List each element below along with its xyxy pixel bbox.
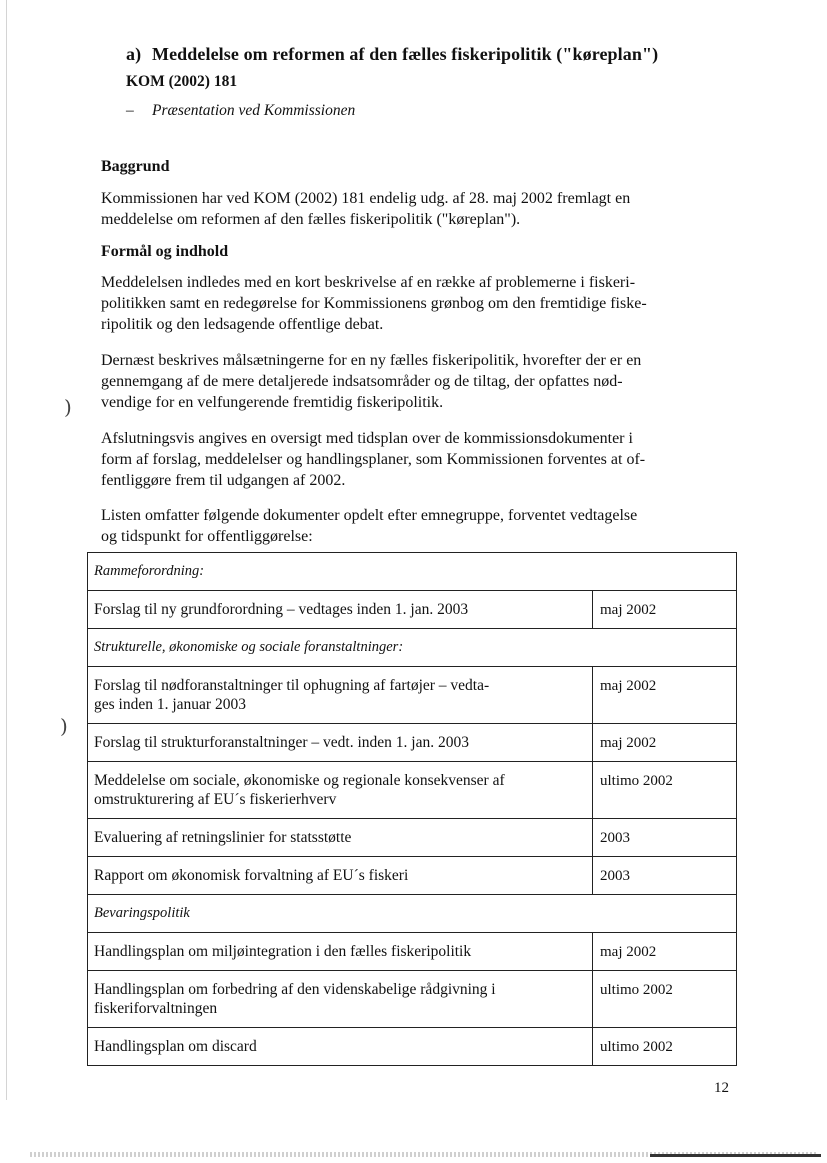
table-row	[88, 819, 737, 857]
paragraph-formaal-2	[101, 350, 741, 413]
text-line: vendige for en velfungerende fremtidig fiskeripolitik.	[101, 394, 444, 411]
document-cell	[88, 724, 593, 762]
document-name: fiskeriforvaltningen	[94, 1000, 218, 1017]
time-cell: 2003	[593, 857, 737, 895]
document-name: ges inden 1. januar 2003	[94, 696, 246, 713]
page-number: 12	[714, 1080, 729, 1096]
document-name: Forslag til ny grundforordning – vedtages inden 1. jan. 2003	[94, 601, 469, 618]
table-row	[88, 762, 737, 819]
text-line: ripolitik og den ledsagende offentlige debat.	[101, 316, 384, 333]
scan-artifact	[650, 1154, 821, 1157]
document-name: Rapport om økonomisk forvaltning af EU´s fiskeri	[94, 867, 409, 884]
table-row	[88, 971, 737, 1028]
time-cell: ultimo 2002	[593, 971, 737, 1028]
time-cell: maj 2002	[593, 591, 737, 629]
paragraph-formaal-4	[101, 505, 741, 547]
time-cell: maj 2002	[593, 667, 737, 724]
document-cell	[88, 819, 593, 857]
heading-label: a)	[126, 44, 142, 64]
text-line: meddelelse om reformen af den fælles fiskeripolitik ("køreplan").	[101, 211, 521, 228]
presentation-note	[126, 102, 355, 120]
document-cell	[88, 971, 593, 1028]
table-category-row	[88, 629, 737, 667]
document-cell	[88, 1028, 593, 1066]
document-name: Evaluering af retningslinier for statsstøtte	[94, 829, 352, 846]
table-row	[88, 933, 737, 971]
table-row	[88, 591, 737, 629]
document-cell	[88, 591, 593, 629]
text-line: Kommissionen har ved KOM (2002) 181 endelig udg. af 28. maj 2002 fremlagt en	[101, 190, 631, 207]
table-row	[88, 667, 737, 724]
text-line: form af forslag, meddelelser og handlingsplaner, som Kommissionen forventes at of-	[101, 451, 646, 468]
document-cell	[88, 667, 593, 724]
heading-title: Meddelelse om reformen af den fælles fiskeripolitik ("køreplan")	[152, 44, 659, 64]
section-title-baggrund: Baggrund	[101, 158, 170, 175]
time-cell: maj 2002	[593, 724, 737, 762]
document-name: Forslag til strukturforanstaltninger – vedt. inden 1. jan. 2003	[94, 734, 469, 751]
table-category-row	[88, 895, 737, 933]
document-name: Meddelelse om sociale, økonomiske og regionale konsekvenser af	[94, 772, 505, 789]
time-cell: ultimo 2002	[593, 1028, 737, 1066]
text-line: gennemgang af de mere detaljerede indsatsområder og de tiltag, der opfattes nød-	[101, 373, 623, 390]
document-name: Forslag til nødforanstaltninger til ophugning af fartøjer – vedta-	[94, 677, 490, 694]
table-row	[88, 1028, 737, 1066]
document-cell	[88, 857, 593, 895]
text-line: politikken samt en redegørelse for Kommissionens grønbog om den fremtidige fiske-	[101, 295, 647, 312]
paragraph-formaal-1	[101, 272, 741, 335]
documents-table	[87, 552, 737, 1066]
binding-hole-mark: )	[64, 395, 72, 419]
document-cell	[88, 762, 593, 819]
document-name: Handlingsplan om forbedring af den videnskabelige rådgivning i	[94, 981, 496, 998]
text-line: Afslutningsvis angives en oversigt med tidsplan over de kommissionsdokumenter i	[101, 430, 633, 447]
document-cell	[88, 933, 593, 971]
document-name: Handlingsplan om miljøintegration i den fælles fiskeripolitik	[94, 943, 472, 960]
text-line: fentliggøre frem til udgangen af 2002.	[101, 472, 346, 489]
time-cell: 2003	[593, 819, 737, 857]
time-cell: maj 2002	[593, 933, 737, 971]
paragraph-baggrund	[101, 188, 741, 230]
text-line: Dernæst beskrives målsætningerne for en ny fælles fiskeripolitik, hvorefter der er en	[101, 352, 642, 369]
time-cell: ultimo 2002	[593, 762, 737, 819]
category-cell: Strukturelle, økonomiske og sociale foranstaltninger:	[88, 629, 737, 667]
document-reference: KOM (2002) 181	[126, 73, 238, 90]
document-name: Handlingsplan om discard	[94, 1038, 257, 1055]
text-line: Listen omfatter følgende dokumenter opdelt efter emnegruppe, forventet vedtagelse	[101, 507, 638, 524]
paragraph-formaal-3	[101, 428, 741, 491]
category-cell: Rammeforordning:	[88, 553, 737, 591]
table-row	[88, 724, 737, 762]
binding-edge-line	[6, 0, 7, 1100]
document-heading	[126, 44, 658, 65]
text-line: Meddelelsen indledes med en kort beskrivelse af en række af problemerne i fiskeri-	[101, 274, 636, 291]
document-name: omstrukturering af EU´s fiskerierhverv	[94, 791, 337, 808]
presentation-text: Præsentation ved Kommissionen	[152, 102, 356, 119]
section-title-formaal: Formål og indhold	[101, 243, 229, 260]
table-category-row	[88, 553, 737, 591]
category-cell: Bevaringspolitik	[88, 895, 737, 933]
table-row	[88, 857, 737, 895]
binding-hole-mark: )	[60, 714, 68, 738]
presentation-dash: –	[126, 102, 134, 119]
text-line: og tidspunkt for offentliggørelse:	[101, 528, 313, 545]
